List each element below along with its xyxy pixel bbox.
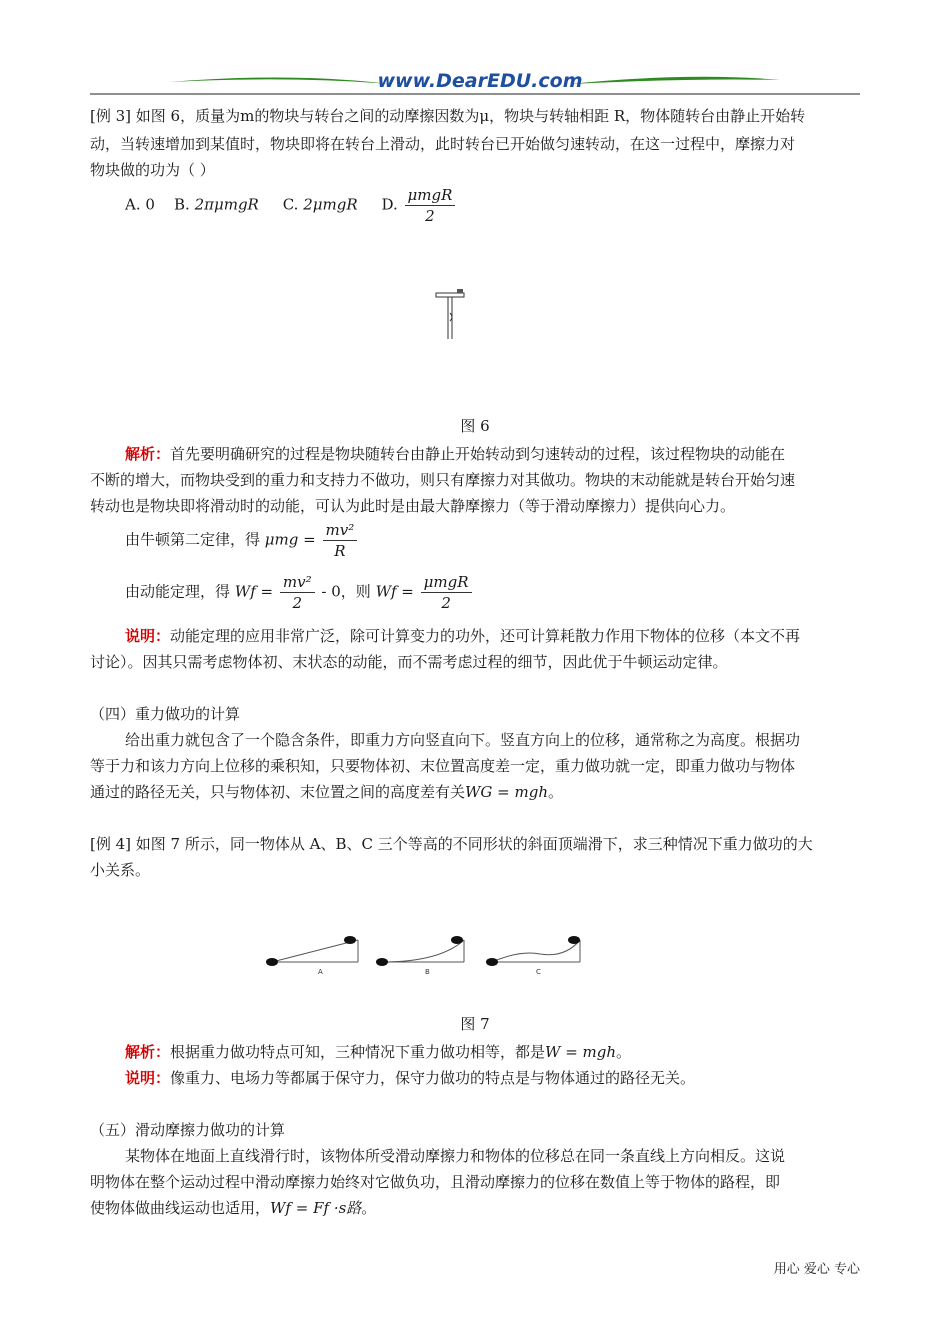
example4-line1: [例 4] 如图 7 所示，同一物体从 A、B、C 三个等高的不同形状的斜面顶端滑下，求三种情况下重力做功的大 <box>90 835 813 853</box>
option-c-label: C. <box>282 195 299 214</box>
option-d-label: D. <box>381 195 398 214</box>
incline-b <box>376 936 464 976</box>
section5-para2: 明物体在整个运动过程中滑动摩擦力始终对它做负功，且滑动摩擦力的位移在数值上等于物体的路程，即 <box>90 1173 781 1191</box>
section5-title: （五）滑动摩擦力做功的计算 <box>90 1121 286 1139</box>
section5-para3: 使物体做曲线运动也适用，Wf = Ff ·s路。 <box>90 1199 377 1217</box>
note3-para2: 讨论）。因其只需考虑物体初、末状态的动能，而不需考虑过程的细节，因此优于牛顿运动定律。 <box>90 653 728 671</box>
section4-para1: 给出重力就包含了一个隐含条件，即重力方向竖直向下。竖直方向上的位移，通常称之为高度。根据功 <box>125 731 801 749</box>
option-a: A. 0 <box>125 195 155 214</box>
analysis3-para3: 转动也是物块即将滑动时的动能，可认为此时是由最大静摩擦力（等于滑动摩擦力）提供向心力。 <box>90 497 736 515</box>
analysis3-para2: 不断的增大，而物块受到的重力和支持力不做功，则只有摩擦力对其做功。物块的末动能就是转台开始匀速 <box>90 471 796 489</box>
newton-equation: 由牛顿第二定律，得 μmg = $\frac{\text{mv²}}{R}$ <box>125 520 359 561</box>
analysis3-label: 解析： <box>125 445 171 463</box>
incline-a <box>266 936 358 976</box>
section4-title: （四）重力做功的计算 <box>90 705 241 723</box>
note4-para: 说明：像重力、电场力等都属于保守力，保守力做功的特点是与物体通过的路径无关。 <box>125 1069 696 1087</box>
example3-line2: 动，当转速增加到某值时，物块即将在转台上滑动，此时转台已开始做匀速转动，在这一过程中，摩擦力对 <box>90 135 796 153</box>
note4-label: 说明： <box>125 1069 171 1087</box>
note3-label: 说明： <box>125 627 171 645</box>
section5-para1: 某物体在地面上直线滑行时，该物体所受滑动摩擦力和物体的位移总在同一条直线上方向相反。这说 <box>125 1147 786 1165</box>
figure-6-caption: 图 6 <box>460 417 490 435</box>
section4-para3: 通过的路径无关，只与物体初、末位置之间的高度差有关WG = mgh。 <box>90 783 564 801</box>
example3-options <box>125 185 457 226</box>
incline-c <box>486 936 580 976</box>
figure-6-turntable <box>430 285 470 345</box>
footer-slogan: 用心 爱心 专心 <box>773 1262 860 1277</box>
energy-equation: 由动能定理，得 Wf = $\frac{\text{mv²}}{2}$ - 0，则 Wf = $\frac{\text{μmgR}}{2}$ <box>125 572 474 613</box>
option-d-fraction: $\frac{\text{μmgR}}{2}$ <box>405 185 456 226</box>
figure-7-caption: 图 7 <box>460 1015 490 1033</box>
analysis4-label: 解析： <box>125 1043 171 1061</box>
example3-line3: 物块做的功为（ ） <box>90 161 215 179</box>
section4-para2: 等于力和该力方向上位移的乘积知，只要物体初、末位置高度差一定，重力做功就一定，即重力做功与物体 <box>90 757 796 775</box>
incline-label-a: A <box>318 968 323 976</box>
figure-7-inclines <box>260 932 600 982</box>
note3-para1: 说明：动能定理的应用非常广泛，除可计算变力的功外，还可计算耗散力作用下物体的位移（本文不再 <box>125 627 801 645</box>
option-c-expr: 2μmgR <box>303 195 358 214</box>
example3-line1: [例 3] 如图 6，质量为m的物块与转台之间的动摩擦因数为μ，物块与转轴相距 R，物体随转台由静止开始转 <box>90 107 806 125</box>
analysis4-para: 解析：根据重力做功特点可知，三种情况下重力做功相等，都是W = mgh。 <box>125 1043 632 1061</box>
incline-label-b: B <box>425 968 430 976</box>
incline-label-c: C <box>536 968 541 976</box>
option-b-expr: 2πμmgR <box>194 195 259 214</box>
header-logo <box>90 68 860 102</box>
analysis3-para1: 解析：首先要明确研究的过程是物块随转台由静止开始转动到匀速转动的过程，该过程物块的动能在 <box>125 445 786 463</box>
option-b-label: B. <box>174 195 190 214</box>
example4-line2: 小关系。 <box>90 861 151 879</box>
logo-text: www.DearEDU.com <box>377 70 583 92</box>
